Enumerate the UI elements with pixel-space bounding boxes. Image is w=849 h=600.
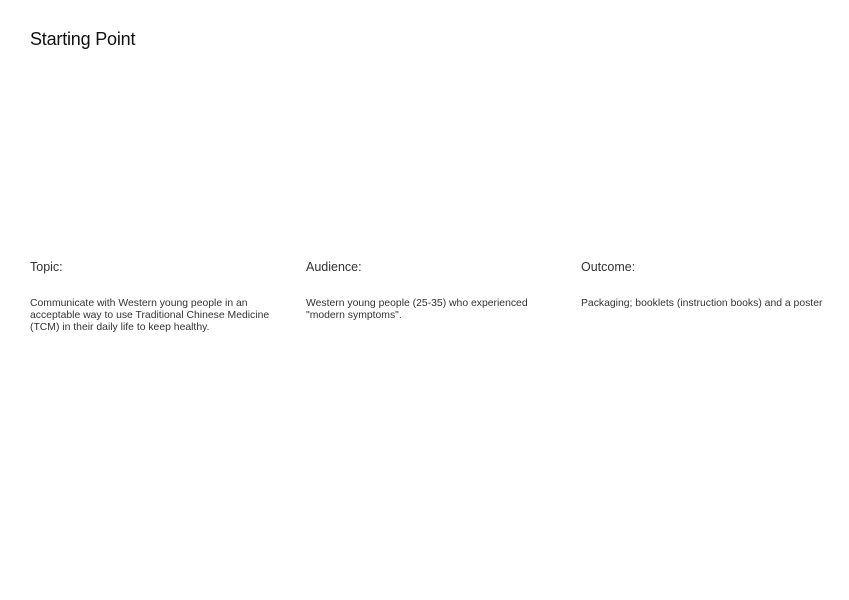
outcome-description: Packaging; booklets (instruction books) and a poster: [581, 298, 823, 309]
outcome-heading: Outcome:: [581, 260, 636, 274]
audience-section: [306, 259, 546, 321]
audience-description: Western young people (25-35) who experienced "modern symptoms".: [306, 298, 528, 321]
audience-heading: Audience:: [306, 260, 362, 274]
topic-section: [30, 259, 270, 333]
topic-description: Communicate with Western young people in an acceptable way to use Traditional Chinese Medicine (TCM) in their daily life to keep healthy.: [30, 298, 270, 333]
page-title: Starting Point: [30, 29, 136, 49]
topic-heading: Topic:: [30, 260, 63, 274]
outcome-section: [581, 259, 831, 309]
